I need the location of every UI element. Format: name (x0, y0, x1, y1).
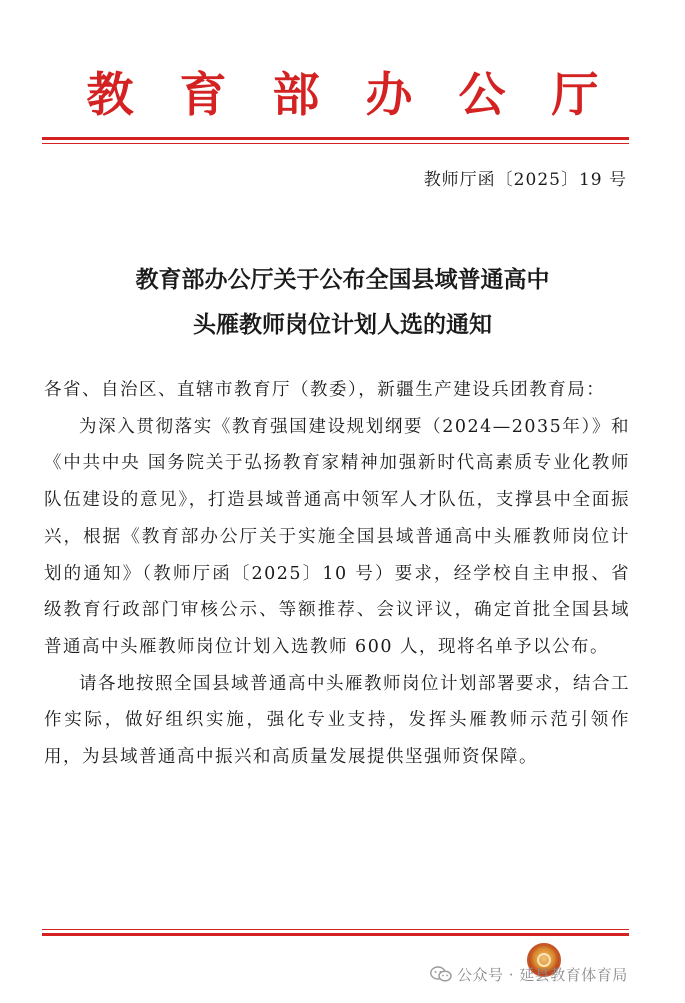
issuer-header: 教育部办公厅 (86, 68, 645, 123)
header-rule-thin (42, 143, 629, 144)
watermark-text: 公众号 · 延县教育体育局 (457, 965, 628, 984)
body-paragraph-1: 为深入贯彻落实《教育强国建设规划纲要（2024—2035年）》和《中共中央 国务院关于弘扬教育家精神加强新时代高素质专业化教师队伍建设的意见》，打造县域普通高中领军人才队伍，支撑县中全面振兴，根据《教育部办公厅关于实施全国县域普通高中头雁教师岗位计划的通知》（教师厅函〔2025〕10 号）要求，经学校自主申报、省级教育行政部门审核公示、等额推荐、会议评议，确定首批全国县域普通高中头雁教师岗位计划入选教师 600 人，现将名单予以公布。 (44, 416, 630, 657)
body-paragraph-2: 请各地按照全国县域普通高中头雁教师岗位计划部署要求，结合工作实际，做好组织实施，强化专业支持，发挥头雁教师示范引领作用，为县域普通高中振兴和高质量发展提供坚强师资保障。 (44, 673, 630, 768)
footer-rule-thin (42, 929, 629, 930)
salutation: 各省、自治区、直辖市教育厅（教委），新疆生产建设兵团教育局： (44, 380, 606, 400)
watermark (430, 962, 628, 986)
document-title-line-1: 教育部办公厅关于公布全国县域普通高中 (135, 267, 550, 293)
wechat-icon (430, 966, 452, 982)
footer-rule-thick (42, 933, 629, 936)
header-rule-thick (42, 137, 629, 140)
document-number: 教师厅函〔2025〕19 号 (423, 170, 627, 190)
document-title (0, 258, 685, 348)
document-body (44, 372, 630, 776)
document-title-line-2: 头雁教师岗位计划人选的通知 (193, 312, 492, 338)
